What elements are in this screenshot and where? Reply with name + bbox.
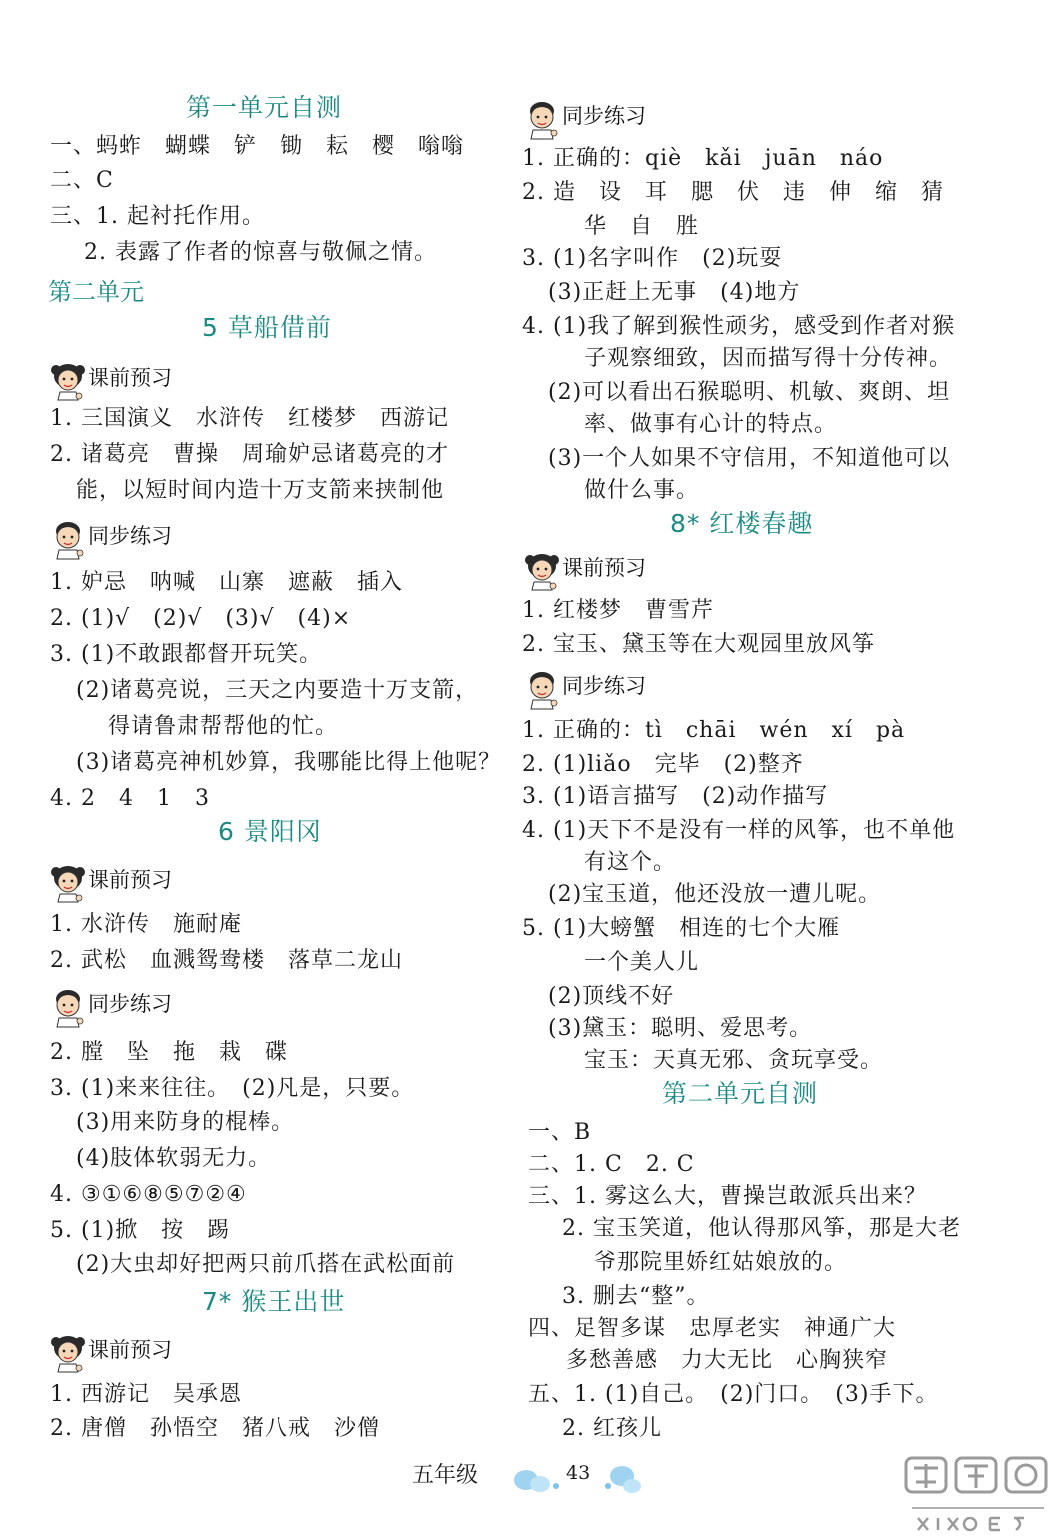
section-label: 同步练习 — [562, 104, 646, 128]
answer-line: 做什么事。 — [584, 478, 700, 503]
section-label: 同步练习 — [88, 524, 172, 548]
boy-face-icon — [520, 96, 564, 140]
answer-line: 2. 宝玉、黛玉等在大观园里放风筝 — [522, 632, 875, 657]
answer-line: 有这个。 — [584, 850, 677, 875]
answer-line: (3)黛玉：聪明、爱思考。 — [548, 1016, 813, 1041]
answer-line: 一、蚂蚱 蝴蝶 铲 锄 耘 樱 嗡嗡 — [50, 134, 465, 159]
answer-line: 1. 正确的：tì chāi wén xí pà — [522, 718, 906, 743]
answer-line: 四、足智多谋 忠厚老实 神通广大 — [528, 1316, 897, 1341]
answer-line: (2)大虫却好把两只前爪搭在武松面前 — [76, 1252, 456, 1277]
answer-line: 2. 武松 血溅鸳鸯楼 落草二龙山 — [50, 948, 403, 973]
answer-line: 二、C — [50, 168, 114, 193]
answer-line: 5. (1)大螃蟹 相连的七个大雁 — [522, 916, 841, 941]
section-label: 课前预习 — [88, 1338, 172, 1362]
answer-line: 1. 红楼梦 曹雪芹 — [522, 598, 714, 623]
answer-line: 2. 膛 坠 拖 栽 碟 — [50, 1040, 288, 1065]
lesson8-title: 8* 红楼春趣 — [670, 509, 814, 538]
boy-face-icon — [46, 516, 90, 560]
answer-line: 宝玉：天真无邪、贪玩享受。 — [584, 1048, 884, 1073]
answer-line: 五、1. (1)自己。 (2)门口。 (3)手下。 — [528, 1382, 939, 1407]
answer-line: 2. (1)liǎo 完毕 (2)整齐 — [522, 752, 804, 777]
answer-line: (3)用来防身的棍棒。 — [76, 1110, 295, 1135]
grade-label: 五年级 — [412, 1463, 479, 1488]
answer-line: (2)诸葛亮说，三天之内要造十万支箭， — [76, 678, 479, 703]
answer-line: 3. (1)语言描写 (2)动作描写 — [522, 784, 829, 809]
answer-line: (3)一个人如果不守信用，不知道他可以 — [548, 446, 951, 471]
boy-face-icon — [520, 666, 564, 710]
answer-line: 1. 正确的：qiè kǎi juān náo — [522, 146, 884, 171]
answer-line: 一、B — [528, 1120, 592, 1145]
answer-line: 4. ③①⑥⑧⑤⑦②④ — [50, 1182, 247, 1207]
answer-line: 3. (1)名字叫作 (2)玩耍 — [522, 246, 783, 271]
lesson5-title: 5 草船借前 — [202, 313, 332, 342]
answer-line: 5. (1)掀 按 踢 — [50, 1218, 231, 1243]
page-number: 43 — [566, 1462, 591, 1484]
girl-face-icon — [46, 1330, 90, 1374]
answer-line: (4)肢体软弱无力。 — [76, 1146, 272, 1171]
answer-line: 2. 红孩儿 — [562, 1416, 662, 1441]
watermark-logo-icon — [898, 1452, 1056, 1536]
girl-face-icon — [46, 860, 90, 904]
answer-line: 三、1. 起衬托作用。 — [50, 204, 265, 229]
answer-line: 3. (1)来来往往。 (2)凡是，只要。 — [50, 1076, 415, 1101]
answer-line: 1. 西游记 吴承恩 — [50, 1382, 242, 1407]
unit1-test-title: 第一单元自测 — [186, 93, 343, 122]
boy-face-icon — [46, 984, 90, 1028]
section-label: 课前预习 — [88, 366, 172, 390]
section-label: 课前预习 — [562, 556, 646, 580]
answer-line: 得请鲁肃帮帮他的忙。 — [108, 714, 339, 739]
answer-line: 1. 水浒传 施耐庵 — [50, 912, 242, 937]
answer-line: 1. 妒忌 呐喊 山寨 遮蔽 插入 — [50, 570, 403, 595]
answer-line: 二、1. C 2. C — [528, 1152, 695, 1177]
section-label: 同步练习 — [562, 674, 646, 698]
girl-face-icon — [46, 358, 90, 402]
girl-face-icon — [520, 548, 564, 592]
answer-line: 能，以短时间内造十万支箭来挟制他 — [76, 478, 445, 503]
answer-line: 三、1. 雾这么大，曹操岂敢派兵出来？ — [528, 1184, 927, 1209]
answer-line: 2. (1)√ (2)√ (3)√ (4)× — [50, 606, 352, 631]
lesson7-title: 7* 猴王出世 — [202, 1287, 346, 1316]
section-label: 同步练习 — [88, 992, 172, 1016]
answer-line: 子观察细致，因而描写得十分传神。 — [584, 346, 953, 371]
answer-line: 3. (1)不敢跟都督开玩笑。 — [50, 642, 323, 667]
answer-line: 2. 造 设 耳 腮 伏 违 伸 缩 猜 — [522, 180, 944, 205]
answer-line: 多愁善感 力大无比 心胸狭窄 — [566, 1348, 889, 1373]
answer-line: (3)正赶上无事 (4)地方 — [548, 280, 801, 305]
answer-line: 2. 诸葛亮 曹操 周瑜妒忌诸葛亮的才 — [50, 442, 449, 467]
answer-line: 2. 宝玉笑道，他认得那风筝，那是大老 — [562, 1216, 961, 1241]
answer-line: 爷那院里娇红姑娘放的。 — [594, 1250, 848, 1275]
answer-line: (2)可以看出石猴聪明、机敏、爽朗、坦 — [548, 380, 951, 405]
lesson6-title: 6 景阳冈 — [218, 817, 322, 846]
answer-line: 1. 三国演义 水浒传 红楼梦 西游记 — [50, 406, 449, 431]
answer-line: 率、做事有心计的特点。 — [584, 412, 838, 437]
section-label: 课前预习 — [88, 868, 172, 892]
answer-line: 一个美人儿 — [584, 950, 700, 975]
answer-line: 2. 唐僧 孙悟空 猪八戒 沙僧 — [50, 1416, 380, 1441]
answer-line: 华 自 胜 — [584, 214, 700, 239]
unit2-title: 第二单元 — [48, 278, 144, 306]
answer-line: (2)宝玉道，他还没放一遭儿呢。 — [548, 882, 882, 907]
answer-line: (2)顶线不好 — [548, 984, 675, 1009]
answer-line: 4. (1)我了解到猴性顽劣，感受到作者对猴 — [522, 314, 956, 339]
answer-line: 4. 2 4 1 3 — [50, 786, 210, 811]
answer-line: 2. 表露了作者的惊喜与敬佩之情。 — [84, 240, 437, 265]
unit2-test-title: 第二单元自测 — [662, 1079, 819, 1108]
answer-line: 4. (1)天下不是没有一样的风筝，也不单他 — [522, 818, 956, 843]
answer-line: (3)诸葛亮神机妙算，我哪能比得上他呢？ — [76, 750, 502, 775]
answer-line: 3. 删去“整”。 — [562, 1284, 710, 1309]
